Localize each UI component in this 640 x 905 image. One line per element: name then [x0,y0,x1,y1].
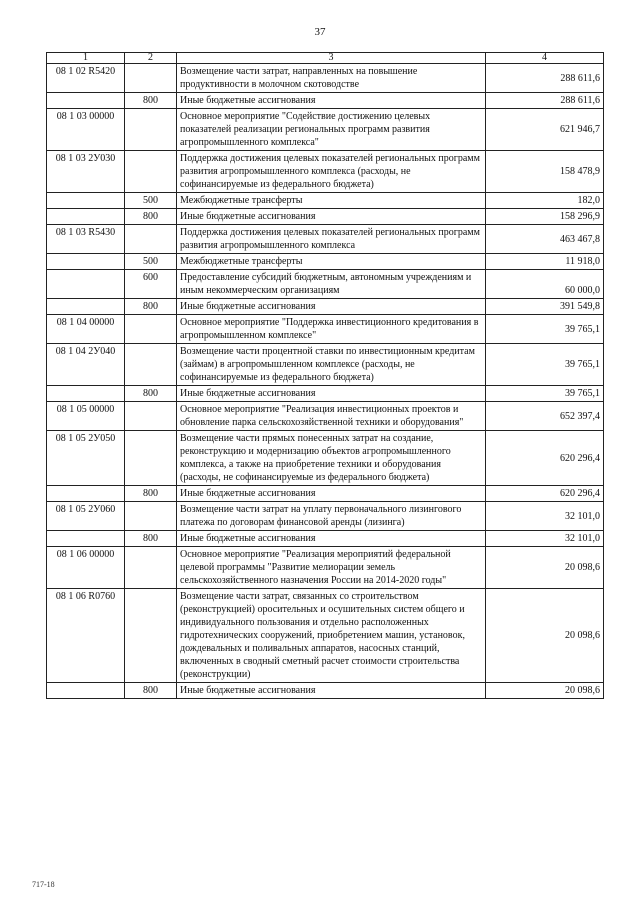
row-type-cell [125,344,177,386]
row-code-cell: 08 1 06 00000 [47,547,125,589]
row-amount-cell: 158 478,9 [486,151,604,193]
row-code-cell: 08 1 03 R5430 [47,225,125,254]
table-row [47,386,604,402]
row-code-cell: 08 1 02 R5420 [47,64,125,93]
table-row [47,299,604,315]
row-type-cell [125,502,177,531]
row-description-cell: Возмещение части затрат на уплату первоначального лизингового платежа по договорам финансовой аренды (лизинга) [177,502,486,531]
row-description-cell: Основное мероприятие "Реализация инвестиционных проектов и обновление парка сельскохозяйственной техники и оборудования" [177,402,486,431]
row-description-cell: Основное мероприятие "Реализация мероприятий федеральной целевой программы "Развитие мелиорации земель сельскохозяйственного назначения России на 2014-2020 годы" [177,547,486,589]
row-amount-cell: 288 611,6 [486,64,604,93]
column-header-1: 1 [47,53,125,64]
table-row [47,502,604,531]
row-description-cell: Предоставление субсидий бюджетным, автономным учреждениям и иным некоммерческим организациям [177,270,486,299]
row-code-cell [47,270,125,299]
row-code-cell [47,531,125,547]
row-description-cell: Иные бюджетные ассигнования [177,486,486,502]
row-code-cell [47,683,125,699]
row-description-cell: Иные бюджетные ассигнования [177,209,486,225]
table-row [47,151,604,193]
row-type-cell: 600 [125,270,177,299]
row-description-cell: Иные бюджетные ассигнования [177,683,486,699]
row-description-cell: Возмещение части затрат, направленных на повышение продуктивности в молочном скотоводстве [177,64,486,93]
row-code-cell [47,386,125,402]
row-code-cell: 08 1 03 00000 [47,109,125,151]
document-code: 717-18 [32,880,55,889]
page-number: 37 [314,26,326,38]
row-code-cell: 08 1 04 2У040 [47,344,125,386]
row-description-cell: Иные бюджетные ассигнования [177,531,486,547]
row-type-cell [125,431,177,486]
column-header-3: 3 [177,53,486,64]
table-row [47,193,604,209]
row-code-cell: 08 1 04 00000 [47,315,125,344]
row-amount-cell: 32 101,0 [486,531,604,547]
row-amount-cell: 20 098,6 [486,589,604,683]
row-type-cell [125,109,177,151]
row-type-cell [125,547,177,589]
row-description-cell: Поддержка достижения целевых показателей региональных программ развития агропромышленного комплекса [177,225,486,254]
table-row [47,64,604,93]
table-row [47,270,604,299]
row-amount-cell: 39 765,1 [486,386,604,402]
row-type-cell: 800 [125,386,177,402]
column-header-4: 4 [486,53,604,64]
table-row [47,402,604,431]
table-row [47,431,604,486]
row-type-cell: 500 [125,254,177,270]
row-amount-cell: 391 549,8 [486,299,604,315]
row-description-cell: Межбюджетные трансферты [177,193,486,209]
row-type-cell: 800 [125,209,177,225]
table-row [47,109,604,151]
row-amount-cell: 32 101,0 [486,502,604,531]
row-amount-cell: 620 296,4 [486,486,604,502]
row-type-cell: 800 [125,93,177,109]
row-description-cell: Межбюджетные трансферты [177,254,486,270]
row-description-cell: Иные бюджетные ассигнования [177,93,486,109]
row-amount-cell: 20 098,6 [486,683,604,699]
row-description-cell: Возмещение части затрат, связанных со строительством (реконструкцией) оросительных и осушительных систем общего и индивидуального пользования и отдельно расположенных гидротехнических сооружений, приобретением машин, установок, дождевальных и поливальных аппаратов, насосных станций, включенных в сводный сметный расчет стоимости строительства (реконструкции) [177,589,486,683]
row-amount-cell: 620 296,4 [486,431,604,486]
row-type-cell [125,402,177,431]
row-amount-cell: 288 611,6 [486,93,604,109]
row-type-cell [125,315,177,344]
table-row [47,254,604,270]
row-type-cell: 800 [125,486,177,502]
row-description-cell: Основное мероприятие "Поддержка инвестиционного кредитования в агропромышленном комплексе" [177,315,486,344]
row-description-cell: Иные бюджетные ассигнования [177,386,486,402]
row-code-cell: 08 1 05 2У060 [47,502,125,531]
row-code-cell: 08 1 06 R0760 [47,589,125,683]
table-row [47,531,604,547]
row-code-cell [47,209,125,225]
table-row [47,344,604,386]
row-amount-cell: 652 397,4 [486,402,604,431]
table-row [47,486,604,502]
row-type-cell [125,151,177,193]
row-code-cell [47,299,125,315]
row-description-cell: Возмещение части процентной ставки по инвестиционным кредитам (займам) в агропромышленном комплексе (расходы, не софинансируемые из федерального бюджета) [177,344,486,386]
row-type-cell: 800 [125,683,177,699]
table-row [47,547,604,589]
row-code-cell [47,254,125,270]
table-row [47,589,604,683]
row-description-cell: Возмещение части прямых понесенных затрат на создание, реконструкцию и модернизацию объектов агропромышленного комплекса, а также на приобретение техники и оборудования (расходы, не софинансируемые из федерального бюджета) [177,431,486,486]
table-row [47,93,604,109]
row-code-cell: 08 1 05 2У050 [47,431,125,486]
table-row [47,683,604,699]
row-amount-cell: 39 765,1 [486,344,604,386]
row-amount-cell: 39 765,1 [486,315,604,344]
row-amount-cell: 11 918,0 [486,254,604,270]
table-body [47,64,604,699]
row-code-cell: 08 1 03 2У030 [47,151,125,193]
row-type-cell [125,64,177,93]
row-amount-cell: 60 000,0 [486,270,604,299]
row-type-cell [125,225,177,254]
table-header-row [47,53,604,64]
budget-table [46,52,604,699]
table-row [47,225,604,254]
row-code-cell [47,93,125,109]
row-code-cell [47,486,125,502]
row-code-cell: 08 1 05 00000 [47,402,125,431]
row-amount-cell: 182,0 [486,193,604,209]
row-amount-cell: 158 296,9 [486,209,604,225]
row-amount-cell: 20 098,6 [486,547,604,589]
row-type-cell: 800 [125,299,177,315]
row-description-cell: Поддержка достижения целевых показателей региональных программ развития агропромышленного комплекса (расходы, не софинансируемые из федерального бюджета) [177,151,486,193]
table-row [47,315,604,344]
row-type-cell [125,589,177,683]
table-row [47,209,604,225]
row-type-cell: 500 [125,193,177,209]
row-code-cell [47,193,125,209]
row-description-cell: Основное мероприятие "Содействие достижению целевых показателей реализации региональных программ развития агропромышленного комплекса" [177,109,486,151]
row-type-cell: 800 [125,531,177,547]
row-amount-cell: 463 467,8 [486,225,604,254]
row-amount-cell: 621 946,7 [486,109,604,151]
column-header-2: 2 [125,53,177,64]
row-description-cell: Иные бюджетные ассигнования [177,299,486,315]
